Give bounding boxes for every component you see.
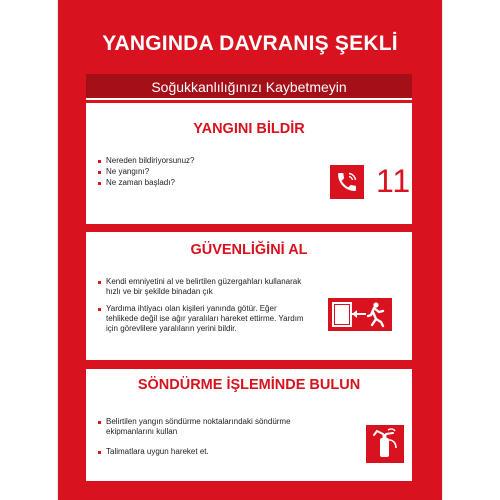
bullet-list: [98, 156, 248, 189]
list-item: Ne zaman başladı?: [98, 178, 248, 188]
fire-extinguisher-icon: [366, 425, 404, 463]
bullet-list: [98, 417, 318, 458]
emergency-number: 110: [376, 163, 431, 199]
list-item: Yardıma ihtiyacı olan kişileri yanında götür. Eğer tehlikede değil ise ağır yaralıları hareket ettirme. Yardım için görevlilere yaralıların yerini bildir.: [98, 304, 308, 334]
section-secure-yourself: [86, 232, 412, 360]
list-item: Nereden bildiriyorsunuz?: [98, 156, 248, 166]
section-heading: YANGINI BİLDİR: [193, 121, 305, 137]
fire-procedure-poster: [58, 0, 442, 500]
bullet-list: [98, 277, 308, 335]
emergency-exit-icon: [328, 298, 392, 331]
list-item: Kendi emniyetini al ve belirtilen güzergahları kullanarak hızlı ve bir şekilde binadan çık: [98, 277, 308, 297]
section-heading: GÜVENLİĞİNİ AL: [190, 242, 308, 258]
section-extinguish: [86, 369, 412, 481]
list-item: Belirtilen yangın söndürme noktalarındaki söndürme ekipmanlarını kullan: [98, 417, 318, 437]
poster-title: YANGINDA DAVRANIŞ ŞEKLİ: [102, 32, 398, 55]
section-report-fire: [86, 103, 431, 224]
subtitle-bar: Soğukkanlılığınızı Kaybetmeyin: [86, 74, 412, 100]
phone-icon: [330, 165, 364, 199]
list-item: Ne yangını?: [98, 167, 248, 177]
list-item: Talimatlara uygun hareket et.: [98, 447, 318, 457]
section-heading: SÖNDÜRME İŞLEMİNDE BULUN: [137, 377, 361, 393]
